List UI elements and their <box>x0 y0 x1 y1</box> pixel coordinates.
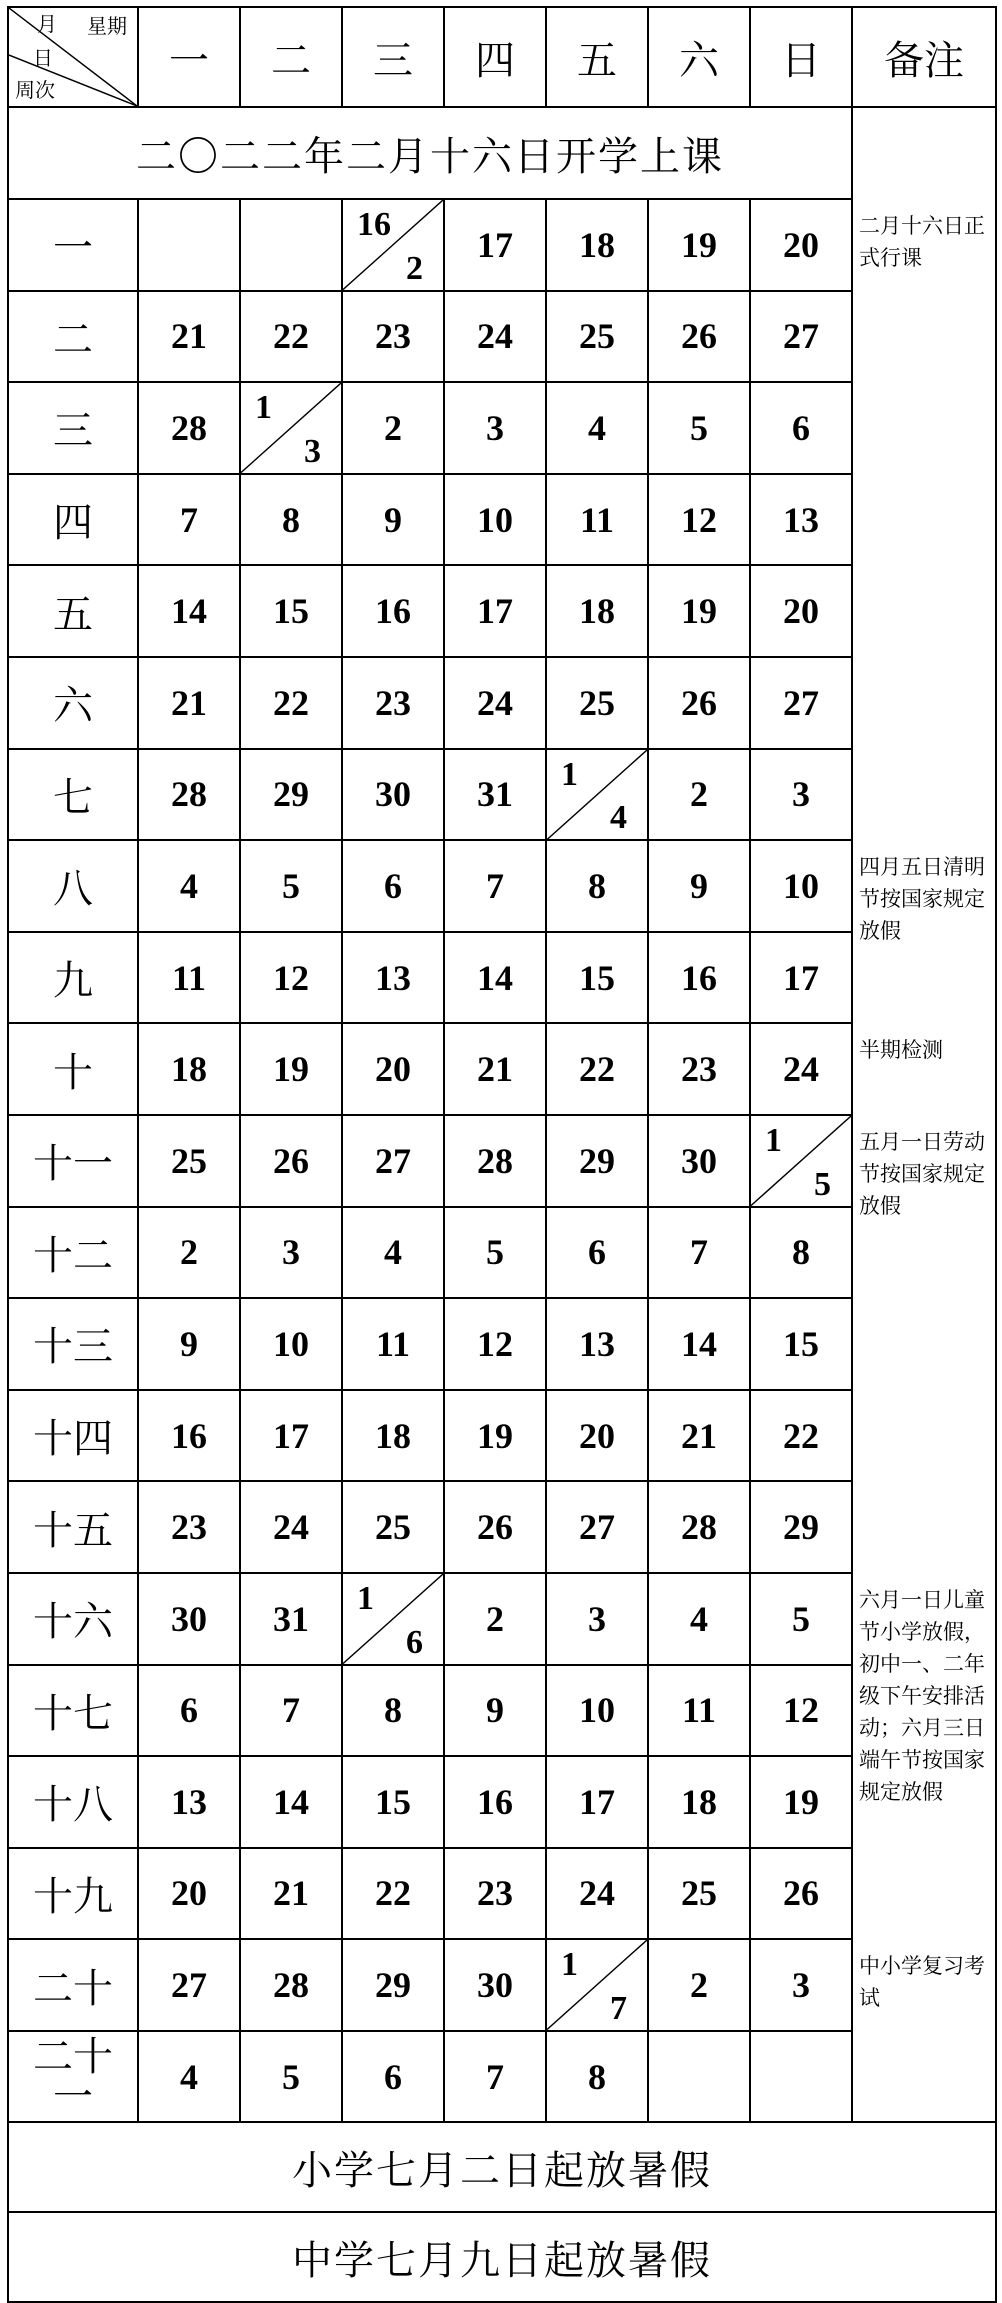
previous-month-day: 1 <box>255 389 272 427</box>
corner-header-cell <box>8 7 138 107</box>
day-cell-wed: 22 <box>342 1848 444 1940</box>
remarks-column <box>852 107 996 2122</box>
remark-note: 半期检测 <box>859 1038 943 1063</box>
day-cell-tue: 26 <box>240 1115 342 1207</box>
new-month-number: 6 <box>406 1623 423 1661</box>
day-cell-wed: 9 <box>342 474 444 566</box>
month-start-day-cell <box>546 1939 648 2031</box>
day-cell-thu: 9 <box>444 1665 546 1757</box>
day-cell-mon: 4 <box>138 2031 240 2123</box>
day-cell-fri: 11 <box>546 474 648 566</box>
day-cell-sun: 27 <box>750 657 852 749</box>
day-cell-thu: 3 <box>444 382 546 474</box>
day-cell-sun: 26 <box>750 1848 852 1940</box>
day-cell-sat: 12 <box>648 474 750 566</box>
week-row <box>8 1023 996 1115</box>
day-cell-sat: 11 <box>648 1665 750 1757</box>
week-number-cell: 十三 <box>8 1298 138 1390</box>
header-day-mon: 一 <box>138 7 240 107</box>
day-cell-tue: 10 <box>240 1298 342 1390</box>
day-cell-tue: 24 <box>240 1481 342 1573</box>
day-cell-tue: 14 <box>240 1756 342 1848</box>
day-cell-tue: 8 <box>240 474 342 566</box>
day-cell-sun: 29 <box>750 1481 852 1573</box>
week-number-cell: 二 <box>8 291 138 383</box>
week-number-cell: 十五 <box>8 1481 138 1573</box>
day-cell-wed: 6 <box>342 840 444 932</box>
remark-note: 中小学复习考试 <box>859 1954 985 2011</box>
corner-week: 周次 <box>15 78 55 102</box>
day-cell-fri: 22 <box>546 1023 648 1115</box>
middle-school-summer-break: 中学七月九日起放暑假 <box>8 2212 996 2302</box>
day-cell-sat: 2 <box>648 1939 750 2031</box>
day-cell-mon: 7 <box>138 474 240 566</box>
day-cell-mon: 20 <box>138 1848 240 1940</box>
day-cell-mon: 28 <box>138 749 240 841</box>
day-cell-mon: 18 <box>138 1023 240 1115</box>
week-row <box>8 1665 996 1757</box>
day-cell-mon: 6 <box>138 1665 240 1757</box>
day-cell-fri: 15 <box>546 932 648 1024</box>
day-cell-sat: 14 <box>648 1298 750 1390</box>
day-cell-wed: 23 <box>342 291 444 383</box>
day-cell-tue: 5 <box>240 2031 342 2123</box>
day-cell-mon: 14 <box>138 565 240 657</box>
week-row <box>8 1390 996 1482</box>
day-cell-sat: 19 <box>648 199 750 291</box>
day-cell-sun: 15 <box>750 1298 852 1390</box>
new-month-number: 3 <box>304 432 321 470</box>
remark-note: 四月五日清明节按国家规定放假 <box>859 855 985 944</box>
day-cell-thu: 23 <box>444 1848 546 1940</box>
day-cell-wed: 4 <box>342 1207 444 1299</box>
header-day-tue: 二 <box>240 7 342 107</box>
week-number-cell: 三 <box>8 382 138 474</box>
day-cell-sun: 3 <box>750 749 852 841</box>
day-cell-fri: 6 <box>546 1207 648 1299</box>
week-row <box>8 1756 996 1848</box>
week-row <box>8 1298 996 1390</box>
day-cell-mon: 28 <box>138 382 240 474</box>
day-cell-thu: 21 <box>444 1023 546 1115</box>
day-cell-fri: 4 <box>546 382 648 474</box>
day-cell-fri: 10 <box>546 1665 648 1757</box>
day-cell-mon: 21 <box>138 657 240 749</box>
day-cell-tue: 5 <box>240 840 342 932</box>
week-number-cell: 十 <box>8 1023 138 1115</box>
day-cell-fri: 29 <box>546 1115 648 1207</box>
day-cell-sat: 21 <box>648 1390 750 1482</box>
day-cell-fri: 8 <box>546 2031 648 2123</box>
day-cell-sun: 12 <box>750 1665 852 1757</box>
week-row <box>8 932 996 1024</box>
corner-month: 月 <box>37 12 57 36</box>
day-cell-wed: 20 <box>342 1023 444 1115</box>
new-month-number: 4 <box>610 799 627 837</box>
day-cell-wed: 30 <box>342 749 444 841</box>
day-cell-thu: 19 <box>444 1390 546 1482</box>
day-cell-sun: 17 <box>750 932 852 1024</box>
month-start-day-cell <box>342 1573 444 1665</box>
day-cell-tue: 12 <box>240 932 342 1024</box>
previous-month-day: 1 <box>357 1579 374 1617</box>
week-number-cell: 十二 <box>8 1207 138 1299</box>
week-number-cell: 二十一 <box>8 2031 138 2123</box>
day-cell-sun: 8 <box>750 1207 852 1299</box>
new-month-number: 7 <box>610 1989 627 2027</box>
header-day-fri: 五 <box>546 7 648 107</box>
week-row <box>8 1573 996 1665</box>
day-cell-sun: 19 <box>750 1756 852 1848</box>
day-cell-wed: 15 <box>342 1756 444 1848</box>
previous-month-day: 1 <box>561 1946 578 1984</box>
day-cell-fri: 20 <box>546 1390 648 1482</box>
day-cell-tue: 28 <box>240 1939 342 2031</box>
day-cell-wed: 11 <box>342 1298 444 1390</box>
day-cell-thu: 24 <box>444 291 546 383</box>
month-start-day-cell <box>342 199 444 291</box>
day-cell-wed: 8 <box>342 1665 444 1757</box>
semester-start-title: 二〇二二年二月十六日开学上课 <box>8 107 852 199</box>
day-cell-thu: 24 <box>444 657 546 749</box>
day-cell-sun: 10 <box>750 840 852 932</box>
day-cell-mon: 11 <box>138 932 240 1024</box>
empty-day-cell <box>648 2031 750 2123</box>
footer-row <box>8 2212 996 2302</box>
week-number-cell: 六 <box>8 657 138 749</box>
day-cell-mon: 2 <box>138 1207 240 1299</box>
empty-day-cell <box>240 199 342 291</box>
day-cell-fri: 8 <box>546 840 648 932</box>
week-number-cell: 一 <box>8 199 138 291</box>
day-cell-thu: 10 <box>444 474 546 566</box>
day-cell-tue: 22 <box>240 291 342 383</box>
corner-weekday: 星期 <box>87 14 127 38</box>
week-row <box>8 291 996 383</box>
day-cell-sun: 20 <box>750 565 852 657</box>
day-cell-wed: 13 <box>342 932 444 1024</box>
header-day-thu: 四 <box>444 7 546 107</box>
day-cell-mon: 9 <box>138 1298 240 1390</box>
day-cell-tue: 21 <box>240 1848 342 1940</box>
empty-day-cell <box>750 2031 852 2123</box>
day-cell-tue: 29 <box>240 749 342 841</box>
day-cell-thu: 31 <box>444 749 546 841</box>
week-number-cell: 四 <box>8 474 138 566</box>
week-row <box>8 1481 996 1573</box>
month-start-day-cell <box>546 749 648 841</box>
day-cell-sat: 26 <box>648 291 750 383</box>
day-cell-tue: 17 <box>240 1390 342 1482</box>
day-cell-wed: 2 <box>342 382 444 474</box>
week-row <box>8 382 996 474</box>
day-cell-thu: 7 <box>444 2031 546 2123</box>
day-cell-tue: 31 <box>240 1573 342 1665</box>
remark-note: 五月一日劳动节按国家规定放假 <box>859 1130 985 1218</box>
month-start-day-cell <box>240 382 342 474</box>
day-cell-mon: 27 <box>138 1939 240 2031</box>
week-row <box>8 1939 996 2031</box>
day-cell-fri: 3 <box>546 1573 648 1665</box>
day-cell-mon: 21 <box>138 291 240 383</box>
day-cell-thu: 26 <box>444 1481 546 1573</box>
day-cell-sat: 26 <box>648 657 750 749</box>
title-row <box>8 107 996 199</box>
day-cell-sun: 3 <box>750 1939 852 2031</box>
day-cell-wed: 16 <box>342 565 444 657</box>
day-cell-mon: 23 <box>138 1481 240 1573</box>
day-cell-mon: 30 <box>138 1573 240 1665</box>
day-cell-thu: 17 <box>444 199 546 291</box>
day-cell-sat: 2 <box>648 749 750 841</box>
primary-school-summer-break: 小学七月二日起放暑假 <box>8 2122 996 2212</box>
school-calendar-table <box>7 6 997 2303</box>
day-cell-wed: 18 <box>342 1390 444 1482</box>
day-cell-tue: 3 <box>240 1207 342 1299</box>
remark-note: 二月十六日正式行课 <box>859 214 985 270</box>
week-number-cell: 十四 <box>8 1390 138 1482</box>
week-row <box>8 840 996 932</box>
day-cell-wed: 27 <box>342 1115 444 1207</box>
day-cell-sat: 5 <box>648 382 750 474</box>
day-cell-thu: 28 <box>444 1115 546 1207</box>
corner-day: 日 <box>33 46 53 70</box>
day-cell-wed: 6 <box>342 2031 444 2123</box>
header-row <box>8 7 996 107</box>
day-cell-thu: 2 <box>444 1573 546 1665</box>
day-cell-fri: 18 <box>546 199 648 291</box>
day-cell-wed: 29 <box>342 1939 444 2031</box>
new-month-number: 2 <box>406 249 423 287</box>
header-day-wed: 三 <box>342 7 444 107</box>
day-cell-wed: 25 <box>342 1481 444 1573</box>
day-cell-mon: 4 <box>138 840 240 932</box>
day-cell-fri: 18 <box>546 565 648 657</box>
new-month-number: 5 <box>814 1165 831 1203</box>
day-cell-fri: 25 <box>546 657 648 749</box>
day-cell-sat: 23 <box>648 1023 750 1115</box>
week-row <box>8 749 996 841</box>
day-cell-fri: 27 <box>546 1481 648 1573</box>
day-cell-tue: 19 <box>240 1023 342 1115</box>
day-cell-thu: 16 <box>444 1756 546 1848</box>
empty-day-cell <box>138 199 240 291</box>
footer-row <box>8 2122 996 2212</box>
day-cell-mon: 13 <box>138 1756 240 1848</box>
week-number-cell: 十六 <box>8 1573 138 1665</box>
week-number-cell: 十一 <box>8 1115 138 1207</box>
day-cell-sat: 30 <box>648 1115 750 1207</box>
remark-note: 六月一日儿童节小学放假，初中一、二年级下午安排活动；六月三日端午节按国家规定放假 <box>859 1588 985 1804</box>
previous-month-day: 1 <box>765 1121 782 1159</box>
day-cell-sat: 7 <box>648 1207 750 1299</box>
day-cell-sat: 25 <box>648 1848 750 1940</box>
day-cell-thu: 17 <box>444 565 546 657</box>
week-number-cell: 十八 <box>8 1756 138 1848</box>
day-cell-sat: 4 <box>648 1573 750 1665</box>
previous-month-day: 16 <box>357 206 391 243</box>
day-cell-sat: 18 <box>648 1756 750 1848</box>
month-start-day-cell <box>750 1115 852 1207</box>
week-row <box>8 199 996 291</box>
day-cell-sat: 28 <box>648 1481 750 1573</box>
day-cell-sun: 13 <box>750 474 852 566</box>
day-cell-sun: 20 <box>750 199 852 291</box>
day-cell-fri: 25 <box>546 291 648 383</box>
day-cell-fri: 13 <box>546 1298 648 1390</box>
day-cell-fri: 24 <box>546 1848 648 1940</box>
day-cell-sat: 19 <box>648 565 750 657</box>
day-cell-fri: 17 <box>546 1756 648 1848</box>
day-cell-tue: 7 <box>240 1665 342 1757</box>
week-row <box>8 1848 996 1940</box>
day-cell-thu: 7 <box>444 840 546 932</box>
week-number-cell: 二十 <box>8 1939 138 2031</box>
week-number-cell: 十七 <box>8 1665 138 1757</box>
day-cell-tue: 15 <box>240 565 342 657</box>
week-number-cell: 七 <box>8 749 138 841</box>
remarks-header: 备注 <box>852 7 996 107</box>
day-cell-thu: 12 <box>444 1298 546 1390</box>
week-row <box>8 657 996 749</box>
header-day-sat: 六 <box>648 7 750 107</box>
week-number-cell: 八 <box>8 840 138 932</box>
week-number-cell: 九 <box>8 932 138 1024</box>
previous-month-day: 1 <box>561 755 578 793</box>
header-day-sun: 日 <box>750 7 852 107</box>
day-cell-sun: 6 <box>750 382 852 474</box>
week-row <box>8 1207 996 1299</box>
week-row <box>8 565 996 657</box>
week-row <box>8 474 996 566</box>
day-cell-mon: 25 <box>138 1115 240 1207</box>
day-cell-mon: 16 <box>138 1390 240 1482</box>
day-cell-sun: 24 <box>750 1023 852 1115</box>
day-cell-thu: 14 <box>444 932 546 1024</box>
day-cell-wed: 23 <box>342 657 444 749</box>
week-row <box>8 2031 996 2123</box>
week-row <box>8 1115 996 1207</box>
week-number-cell: 十九 <box>8 1848 138 1940</box>
day-cell-sat: 16 <box>648 932 750 1024</box>
day-cell-tue: 22 <box>240 657 342 749</box>
day-cell-sun: 5 <box>750 1573 852 1665</box>
day-cell-sat: 9 <box>648 840 750 932</box>
day-cell-thu: 5 <box>444 1207 546 1299</box>
day-cell-sun: 27 <box>750 291 852 383</box>
day-cell-thu: 30 <box>444 1939 546 2031</box>
day-cell-sun: 22 <box>750 1390 852 1482</box>
week-number-cell: 五 <box>8 565 138 657</box>
